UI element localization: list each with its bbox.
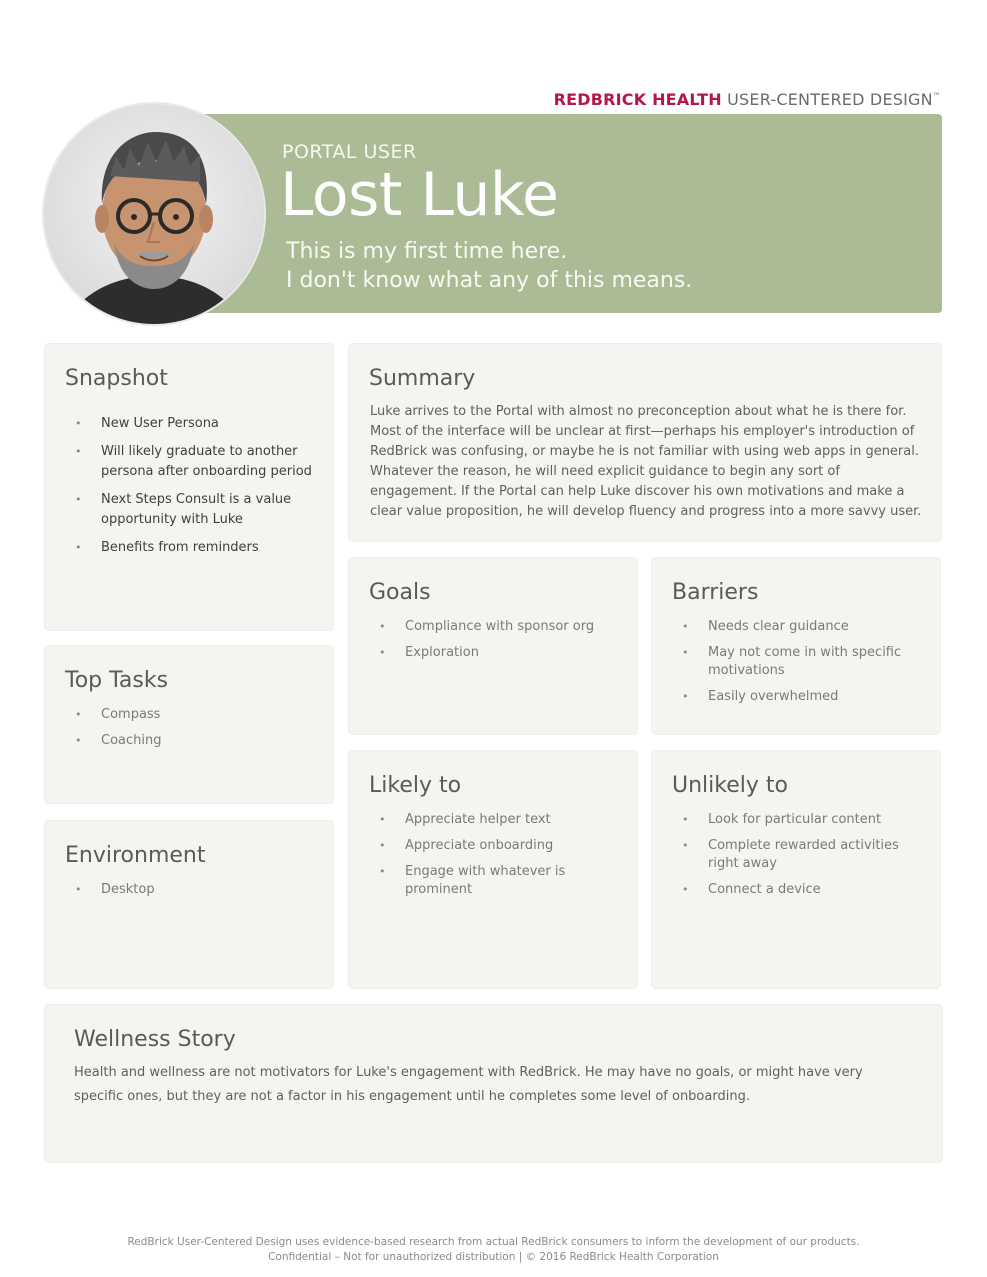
summary-text: Luke arrives to the Portal with almost no preconception about what he is there for. Most of the interface will be unclear at first—perhaps his employer's introduction of RedBrick was confusing, or maybe he is not familiar with using web apps in general. Whatever the reason, he will need explicit guidance to begin any sort of engagement. If the Portal can help Luke discover his own motivations and make a clear value proposition, he will develop fluency and progress into a more savvy user. [370,404,922,519]
list-item: • Next Steps Consult is a value opportunity with Luke [75,490,315,530]
environment-list [75,881,315,907]
top-tasks-card [45,646,333,803]
persona-quote-line-1: This is my first time here. [286,239,568,264]
list-item: • Complete rewarded activities right away [682,837,907,873]
environment-card [45,821,333,988]
snapshot-title: Snapshot [65,366,168,391]
list-item: • Compliance with sponsor org [379,618,619,636]
unlikely-card [652,751,940,988]
goals-card [349,558,637,734]
list-item: • Needs clear guidance [682,618,917,636]
list-item: • Connect a device [682,881,907,899]
snapshot-card [45,344,333,630]
snapshot-list [75,414,315,566]
persona-quote [286,237,692,295]
list-item: • Benefits from reminders [75,538,315,558]
likely-title: Likely to [369,773,462,798]
list-item: • Appreciate onboarding [379,837,589,855]
persona-avatar [44,104,264,324]
persona-name: Lost Luke [280,160,559,230]
unlikely-title: Unlikely to [672,773,788,798]
list-item: • Look for particular content [682,811,907,829]
list-item: • New User Persona [75,414,315,434]
persona-photo-icon [44,104,264,324]
environment-title: Environment [65,843,206,868]
summary-title: Summary [369,366,476,391]
list-item: • Desktop [75,881,315,899]
brand-header [554,90,941,109]
likely-list [379,811,589,907]
list-item: • Appreciate helper text [379,811,589,829]
top-tasks-list [75,706,315,758]
summary-card [349,344,941,541]
footer-line-1: RedBrick User-Centered Design uses evidence-based research from actual RedBrick consumers to inform the development of our products. [127,1236,860,1248]
barriers-card [652,558,940,734]
list-item: • Coaching [75,732,315,750]
top-tasks-title: Top Tasks [65,668,169,693]
list-item: • Will likely graduate to another persona after onboarding period [75,442,315,482]
list-item: • May not come in with specific motivations [682,644,917,680]
brand-trademark: ™ [932,91,941,101]
wellness-story-card [45,1005,942,1162]
footer-line-2: Confidential – Not for unauthorized distribution | © 2016 RedBrick Health Corporation [268,1251,719,1263]
unlikely-list [682,811,907,907]
goals-list [379,618,619,670]
list-item: • Compass [75,706,315,724]
footer [0,1235,987,1265]
brand-tagline: USER-CENTERED DESIGN [727,90,933,109]
list-item: • Exploration [379,644,619,662]
persona-quote-line-2: I don't know what any of this means. [286,268,693,293]
barriers-title: Barriers [672,580,759,605]
wellness-story-title: Wellness Story [74,1027,236,1052]
likely-card [349,751,637,988]
persona-role: PORTAL USER [282,141,417,163]
brand-company: REDBRICK HEALTH [553,90,722,109]
wellness-story-text: Health and wellness are not motivators for Luke's engagement with RedBrick. He may have no goals, or might have very specific ones, but they are not a factor in his engagement until he completes some level of onboarding. [74,1065,863,1104]
list-item: • Easily overwhelmed [682,688,917,706]
goals-title: Goals [369,580,431,605]
barriers-list [682,618,917,714]
list-item: • Engage with whatever is prominent [379,863,589,899]
